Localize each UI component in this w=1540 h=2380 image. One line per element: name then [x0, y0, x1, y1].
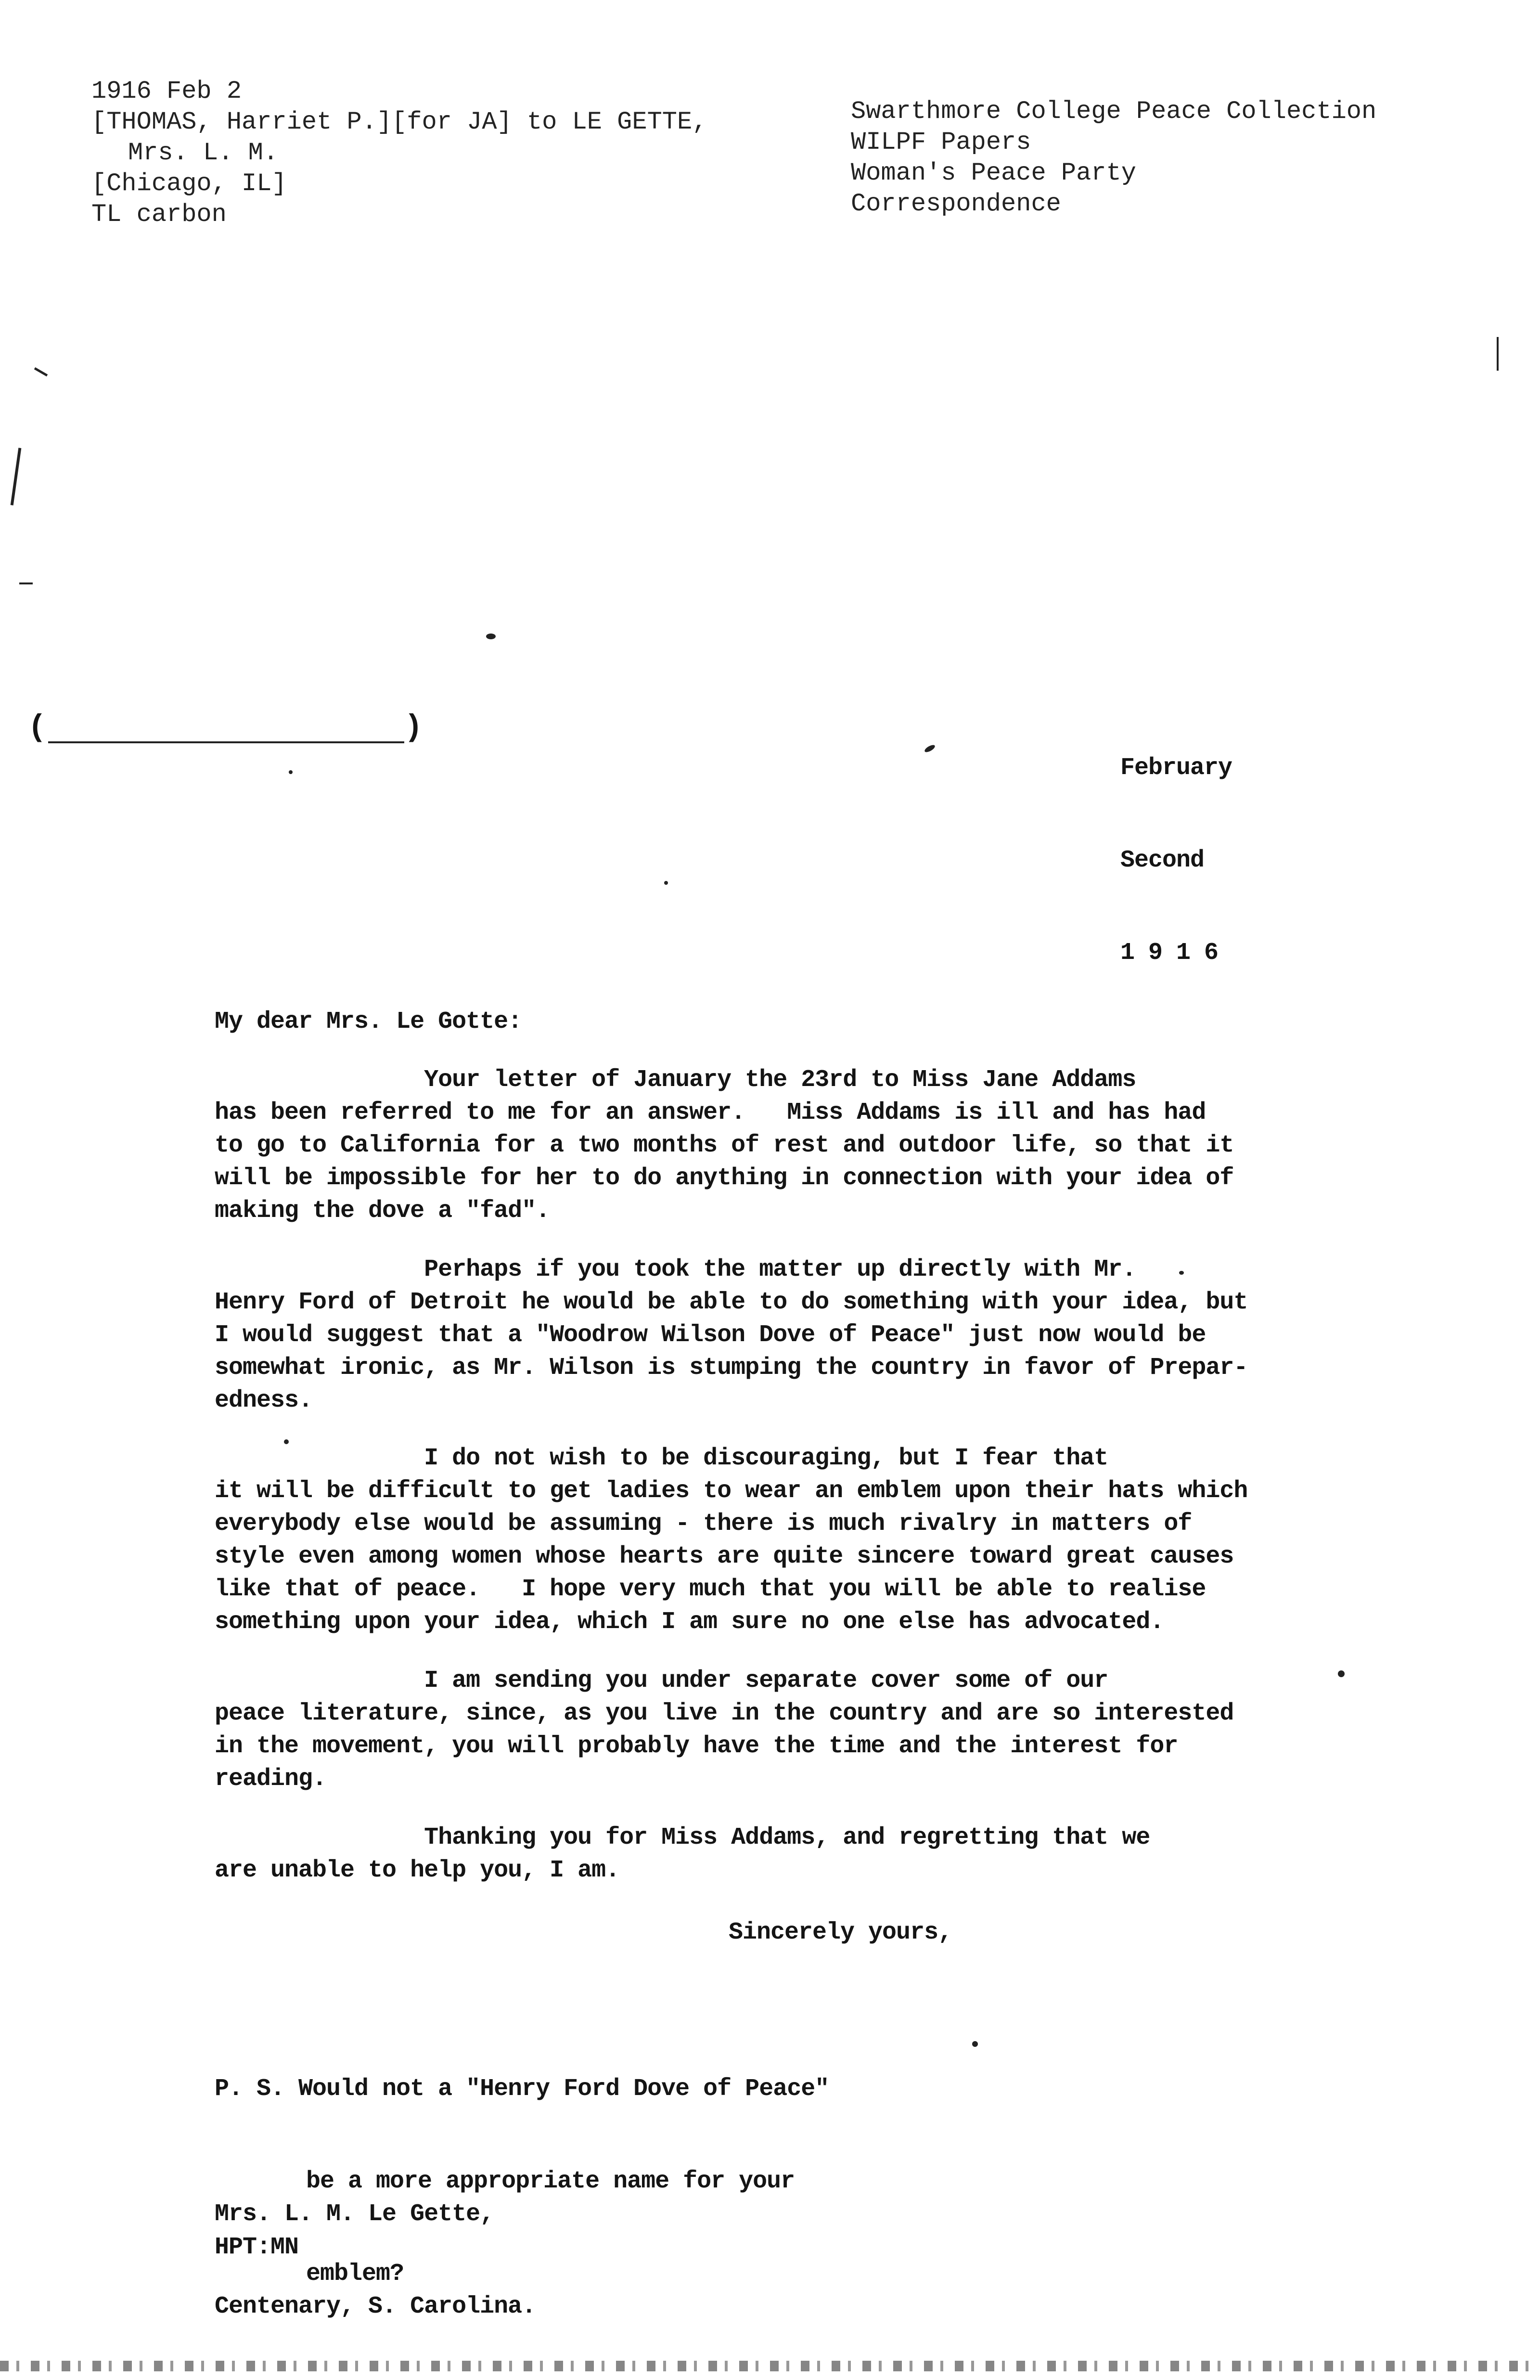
- archival-recipient: Mrs. L. M.: [128, 139, 279, 167]
- paragraph-line: Perhaps if you took the matter up directly with Mr.: [215, 1256, 1136, 1283]
- paragraph-line: like that of peace. I hope very much that you will be able to realise: [215, 1576, 1206, 1603]
- paragraph-line: edness.: [215, 1387, 313, 1414]
- scan-bottom-edge: [0, 2361, 1540, 2371]
- scan-speck: [284, 1439, 289, 1444]
- archival-date: 1916 Feb 2: [91, 77, 242, 105]
- body-paragraph-3: [215, 1442, 1322, 1639]
- archival-place: [Chicago, IL]: [91, 169, 287, 198]
- typist-initials: HPT:MN: [215, 2234, 299, 2261]
- letter-date-year: 1 9 1 6: [1120, 939, 1219, 967]
- scan-speck: [289, 770, 293, 774]
- letter-date: [1120, 691, 1232, 999]
- paragraph-line: Thanking you for Miss Addams, and regretting that we: [215, 1824, 1150, 1851]
- recipient-name: Mrs. L. M. Le Gette,: [215, 2200, 494, 2228]
- collection-name: Swarthmore College Peace Collection: [851, 97, 1377, 126]
- paragraph-line: has been referred to me for an answer. Miss Addams is ill and has had: [215, 1099, 1206, 1126]
- scan-mark: [11, 448, 22, 505]
- scan-speck: [924, 744, 936, 754]
- letter-date-month: February: [1120, 754, 1232, 782]
- scan-mark: [1497, 337, 1499, 371]
- paragraph-line: to go to California for a two months of rest and outdoor life, so that it: [215, 1132, 1234, 1159]
- paragraph-line: reading.: [215, 1765, 327, 1793]
- paragraph-line: will be impossible for her to do anything in connection with your idea of: [215, 1164, 1234, 1192]
- postscript-line-1: P. S. Would not a "Henry Ford Dove of Peace": [215, 2075, 829, 2103]
- body-paragraph-2: [215, 1254, 1322, 1417]
- letter-date-day: Second: [1120, 847, 1205, 874]
- bracket-underline: [48, 741, 404, 743]
- paragraph-line: I am sending you under separate cover some of our: [215, 1667, 1108, 1694]
- scan-speck: [664, 881, 668, 885]
- archival-format: TL carbon: [91, 200, 227, 229]
- paragraph-line: I would suggest that a "Woodrow Wilson Dove of Peace" just now would be: [215, 1321, 1206, 1349]
- scan-mark: [19, 582, 33, 584]
- body-paragraph-4: [215, 1665, 1322, 1796]
- recipient-location: Centenary, S. Carolina.: [215, 2293, 536, 2320]
- body-paragraph-1: [215, 1064, 1322, 1228]
- scan-mark: [34, 367, 48, 376]
- paragraph-line: everybody else would be assuming - there is much rivalry in matters of: [215, 1510, 1192, 1538]
- salutation: My dear Mrs. Le Gotte:: [215, 1008, 522, 1035]
- closing: Sincerely yours,: [729, 1919, 952, 1946]
- collection-category: Correspondence: [851, 190, 1061, 218]
- body-paragraph-5: [215, 1822, 1322, 1887]
- paragraph-line: I do not wish to be discouraging, but I fear that: [215, 1445, 1108, 1472]
- paragraph-line: are unable to help you, I am.: [215, 1857, 620, 1884]
- paragraph-line: somewhat ironic, as Mr. Wilson is stumping the country in favor of Prepar-: [215, 1354, 1248, 1382]
- paragraph-line: it will be difficult to get ladies to wear an emblem upon their hats which: [215, 1477, 1248, 1505]
- bracket-open: (: [28, 711, 46, 745]
- scan-speck: [1338, 1670, 1345, 1677]
- collection-subseries: Woman's Peace Party: [851, 159, 1136, 187]
- collection-series: WILPF Papers: [851, 128, 1031, 156]
- paragraph-line: peace literature, since, as you live in the country and are so interested: [215, 1700, 1234, 1727]
- archival-catalog-header: [91, 76, 707, 230]
- bracket-close: ): [404, 711, 423, 745]
- paragraph-line: making the dove a "fad".: [215, 1197, 550, 1225]
- scan-speck: [1179, 1271, 1184, 1275]
- paragraph-line: something upon your idea, which I am sure no one else has advocated.: [215, 1608, 1164, 1636]
- scan-speck: [486, 634, 496, 639]
- postscript-line-2: be a more appropriate name for your: [306, 2168, 795, 2195]
- paragraph-line: style even among women whose hearts are quite sincere toward great causes: [215, 1543, 1234, 1570]
- scan-speck: [972, 2041, 978, 2047]
- paragraph-line: Henry Ford of Detroit he would be able to do something with your idea, but: [215, 1289, 1248, 1316]
- paragraph-line: in the movement, you will probably have the time and the interest for: [215, 1733, 1178, 1760]
- postscript-line-3: emblem?: [306, 2260, 404, 2288]
- paragraph-line: Your letter of January the 23rd to Miss Jane Addams: [215, 1066, 1136, 1094]
- archival-correspondents: [THOMAS, Harriet P.][for JA] to LE GETTE,: [91, 108, 707, 136]
- archival-collection-header: [851, 96, 1376, 220]
